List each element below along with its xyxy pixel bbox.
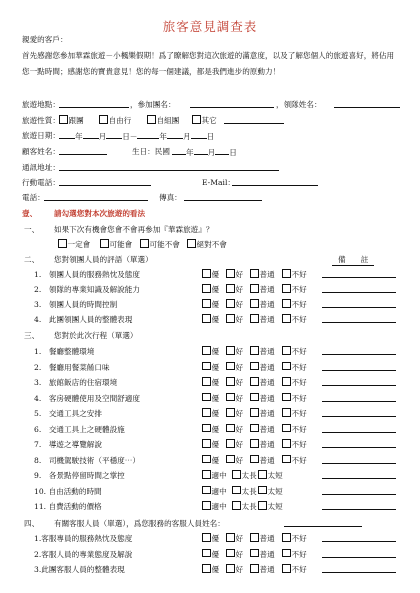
fax-field[interactable] <box>184 192 262 203</box>
remark-field[interactable] <box>322 314 396 325</box>
phone-label: 電話： <box>22 193 45 202</box>
checkbox-icon <box>282 299 291 308</box>
survey-item-label: 4. 客房硬體使用及空間舒適度 <box>34 393 140 403</box>
checkbox-icon <box>226 549 235 558</box>
rating-option[interactable]: 好 <box>226 408 243 419</box>
rating-option[interactable]: 優 <box>202 564 219 575</box>
rating-option[interactable]: 好 <box>226 533 243 544</box>
remark-field[interactable] <box>322 455 396 466</box>
checkbox-icon <box>250 533 259 542</box>
checkbox-icon <box>226 439 235 448</box>
rating-option[interactable]: 優 <box>202 549 219 560</box>
q1-opt-probably[interactable]: 可能會 <box>100 239 132 250</box>
birthday-field[interactable]: 年 月 日 <box>172 146 237 158</box>
rating-option[interactable]: 太長 <box>232 470 257 481</box>
rating-option[interactable]: 適中 <box>202 470 227 481</box>
rating-option[interactable]: 好 <box>226 424 243 435</box>
checkbox-icon <box>250 299 259 308</box>
survey-item-label: 3.此團客服人員的整體表現 <box>34 565 125 574</box>
rating-option[interactable]: 優 <box>202 314 219 325</box>
checkbox-icon <box>202 393 211 402</box>
q1-opt-definitely-not[interactable]: 絕對不會 <box>187 239 227 250</box>
checkbox-icon <box>147 115 156 124</box>
rating-option[interactable]: 好 <box>226 439 243 450</box>
group-field[interactable] <box>190 99 274 110</box>
leader-label: ，領隊姓名： <box>276 100 322 109</box>
remark-field[interactable] <box>322 470 396 481</box>
checkbox-icon <box>202 269 211 278</box>
remark-field[interactable] <box>322 408 396 419</box>
nature-opt-self-group[interactable]: 自組團 <box>147 115 179 126</box>
nature-opt-other[interactable]: 其它 <box>192 115 217 126</box>
rating-option[interactable]: 不好 <box>282 439 307 450</box>
rating-option[interactable]: 普通 <box>250 314 275 325</box>
nature-label: 旅遊性質： <box>22 116 60 125</box>
remark-field[interactable] <box>322 346 396 357</box>
name-label: 顧客姓名： <box>22 147 60 156</box>
checkbox-icon <box>282 346 291 355</box>
survey-item-label: 8. 司機駕駛技術（平穩度⋯） <box>34 455 140 465</box>
rating-option[interactable]: 不好 <box>282 564 307 575</box>
survey-item-label: 10. 自由活動的時間 <box>34 486 102 496</box>
checkbox-icon <box>202 408 211 417</box>
rating-option[interactable]: 普通 <box>250 533 275 544</box>
rating-option[interactable]: 普通 <box>250 424 275 435</box>
rating-option[interactable]: 好 <box>226 362 243 373</box>
survey-item-label: 7. 導遊之導覽解說 <box>34 440 102 449</box>
nature-opt-free[interactable]: 自由行 <box>99 115 131 126</box>
rating-option[interactable]: 普通 <box>250 439 275 450</box>
survey-item-label: 2.客服人員的專業態度及解說 <box>34 549 133 559</box>
checkbox-icon <box>202 439 211 448</box>
survey-item-label: 2. 領隊的專業知識及解說能力 <box>34 285 140 294</box>
checkbox-icon <box>250 455 259 464</box>
rating-option[interactable]: 好 <box>226 549 243 560</box>
rating-option[interactable]: 普通 <box>250 377 275 388</box>
checkbox-icon <box>202 564 211 573</box>
greeting: 親愛的客戶： <box>22 35 68 44</box>
rating-option[interactable]: 好 <box>226 284 243 295</box>
survey-item-label: 2. 餐廳用餐菜餚口味 <box>34 362 110 372</box>
checkbox-icon <box>202 299 211 308</box>
fax-label: 傳真： <box>159 193 182 202</box>
rating-option[interactable]: 優 <box>202 377 219 388</box>
survey-item-label: 1. 餐廳整體環境 <box>34 347 95 356</box>
page-title: 旅客意見調查表 <box>162 19 258 34</box>
survey-item-label: 3. 旅館飯店的住宿環境 <box>34 378 118 387</box>
survey-item-label: 5. 交通工具之安排 <box>34 409 102 418</box>
checkbox-icon <box>202 424 211 433</box>
rating-option[interactable]: 好 <box>226 564 243 575</box>
survey-page: 旅客意見調查表 親愛的客戶： 首先感謝您參加華霖旅遊－小楓樂假期！爲了瞭解您對這次旅遊的滿意度，以及了解您個人的旅遊喜好，將佔用您一點時間；感謝您的寶貴意見！您的每一個建議，都是我們進步的原動力！ 旅遊地點： ，參加團名： ，領隊姓名： 旅遊性質： 跟團 自由行 自組團 其它 旅遊日期： 年 月 日－ 年 月 日 顧客姓名： 生日：民國 年 月 日 通訊地址： 行動電話： E-Mail： 電話： 傳真： 壹、 請勾選您對本次旅遊的看法 一、 如果下次有機會您會不會再參加『華霖旅遊』？ 一定會 可能會 可能不會 絕對不會 二、 您對領團人員的評語（單選） 備 註 1. 領團人員的服務熱忱及態度 優 好 普通 不好 2. 領隊的專業知識及解說能力 優 好 普通 不好 3. 領團人員的時間控制 優 好 普通 不好 4. 此團領團人員的整體表現 優 好 普通 不好 三、 您對於此次行程（單選） 1. 餐廳整體環境 優 好 普通 不好 2. 餐廳用餐菜餚口味 優 好 普通 不好 3. 旅館飯店的住宿環境 優 好 普通 不好 4. 客房硬體使用及空間舒適度 優 好 普通 不好 5. 交通工具之安排 優 好 普通 不好 6. 交通工具上之硬體設施 優 好 普通 不好 7. 導遊之導覽解說 優 好 普通 不好 8. 司機駕駛技術（平穩度⋯） 優 好 普通 不好 9. 各景點停留時間之掌控 適中 太長 太短 10. 自由活動的時間 適中 太長 太短 11. 自費活動的價格 適中 太長 太短 四、 有關客服人員（單選），爲您服務的客服人員姓名： 1.客服專員的服務熱忱及態度 優 好 普通 不好 2.客服人員的專業態度及解說 優 好 普通 不好 3.此團客服人員的整體表現 優 好 普通 不好 <box>0 0 420 593</box>
survey-item-label: 6. 交通工具上之硬體設施 <box>34 424 125 434</box>
checkbox-icon <box>282 408 291 417</box>
rating-option[interactable]: 不好 <box>282 269 307 280</box>
checkbox-icon <box>202 346 211 355</box>
checkbox-icon <box>282 564 291 573</box>
rating-option[interactable]: 不好 <box>282 549 307 560</box>
checkbox-icon <box>202 362 211 371</box>
checkbox-icon <box>282 314 291 323</box>
remark-field[interactable] <box>322 533 396 544</box>
checkbox-icon <box>202 377 211 386</box>
remark-field[interactable] <box>322 284 396 295</box>
intro-paragraph: 首先感謝您參加華霖旅遊－小楓樂假期！爲了瞭解您對這次旅遊的滿意度，以及了解您個人的旅遊喜好，將佔用您一點時間；感謝您的寶貴意見！您的每一個建議，都是我們進步的原動力！ <box>22 51 395 76</box>
checkbox-icon <box>250 284 259 293</box>
date-label: 旅遊日期： <box>22 131 60 140</box>
q1-opt-probably-not[interactable]: 可能不會 <box>140 239 180 250</box>
birthday-label: 生日：民國 <box>132 147 170 156</box>
checkbox-icon <box>226 393 235 402</box>
checkbox-icon <box>59 115 68 124</box>
checkbox-icon <box>282 549 291 558</box>
checkbox-icon <box>226 362 235 371</box>
checkbox-icon <box>282 533 291 542</box>
checkbox-icon <box>226 455 235 464</box>
checkbox-icon <box>226 408 235 417</box>
rating-option[interactable]: 普通 <box>250 408 275 419</box>
rating-option[interactable]: 不好 <box>282 314 307 325</box>
checkbox-icon <box>250 408 259 417</box>
mobile-field[interactable] <box>59 177 151 188</box>
remark-field[interactable] <box>322 549 396 560</box>
remark-field[interactable] <box>322 501 396 512</box>
checkbox-icon <box>226 424 235 433</box>
phone-field[interactable] <box>44 192 148 203</box>
rating-option[interactable]: 普通 <box>250 269 275 280</box>
survey-item-label: 9. 各景點停留時間之掌控 <box>34 471 125 480</box>
rating-option[interactable]: 太短 <box>258 486 283 497</box>
rating-option[interactable]: 太短 <box>258 501 283 512</box>
checkbox-icon <box>250 346 259 355</box>
checkbox-icon <box>250 362 259 371</box>
remark-field[interactable] <box>322 486 396 497</box>
checkbox-icon <box>202 549 211 558</box>
rating-option[interactable]: 優 <box>202 408 219 419</box>
place-label: 旅遊地點： <box>22 100 60 109</box>
remark-field[interactable] <box>322 269 396 280</box>
checkbox-icon <box>226 564 235 573</box>
checkbox-icon <box>202 470 211 479</box>
rating-option[interactable]: 優 <box>202 284 219 295</box>
checkbox-icon <box>140 239 149 248</box>
checkbox-icon <box>226 269 235 278</box>
rating-option[interactable]: 優 <box>202 269 219 280</box>
checkbox-icon <box>250 269 259 278</box>
checkbox-icon <box>226 346 235 355</box>
email-label: E-Mail： <box>202 178 236 187</box>
rating-option[interactable]: 普通 <box>250 455 275 466</box>
checkbox-icon <box>258 501 267 510</box>
checkbox-icon <box>226 299 235 308</box>
address-field[interactable] <box>59 162 279 173</box>
rating-option[interactable]: 適中 <box>202 486 227 497</box>
rating-option[interactable]: 不好 <box>282 533 307 544</box>
survey-item-label: 4. 此團領團人員的整體表現 <box>34 315 133 324</box>
rating-option[interactable]: 不好 <box>282 284 307 295</box>
checkbox-icon <box>258 486 267 495</box>
checkbox-icon <box>100 239 109 248</box>
rating-option[interactable]: 太長 <box>232 486 257 497</box>
remark-field[interactable] <box>322 362 396 373</box>
checkbox-icon <box>202 501 211 510</box>
rating-option[interactable]: 不好 <box>282 299 307 310</box>
remark-field[interactable] <box>322 424 396 435</box>
survey-item-label: 1.客服專員的服務熱忱及態度 <box>34 534 133 543</box>
checkbox-icon <box>250 314 259 323</box>
checkbox-icon <box>250 564 259 573</box>
checkbox-icon <box>282 362 291 371</box>
rating-option[interactable]: 優 <box>202 362 219 373</box>
checkbox-icon <box>250 549 259 558</box>
checkbox-icon <box>192 115 201 124</box>
nature-opt-group-tour[interactable]: 跟團 <box>59 115 84 126</box>
checkbox-icon <box>202 284 211 293</box>
checkbox-icon <box>282 284 291 293</box>
checkbox-icon <box>282 393 291 402</box>
checkbox-icon <box>226 284 235 293</box>
checkbox-icon <box>282 439 291 448</box>
checkbox-icon <box>187 239 196 248</box>
rating-option[interactable]: 太長 <box>232 501 257 512</box>
rating-option[interactable]: 優 <box>202 439 219 450</box>
address-label: 通訊地址： <box>22 163 60 172</box>
rating-option[interactable]: 普通 <box>250 362 275 373</box>
rating-option[interactable]: 不好 <box>282 424 307 435</box>
checkbox-icon <box>250 439 259 448</box>
checkbox-icon <box>250 377 259 386</box>
checkbox-icon <box>202 486 211 495</box>
survey-item-label: 3. 領團人員的時間控制 <box>34 300 118 309</box>
leader-field[interactable] <box>334 99 400 110</box>
rating-option[interactable]: 適中 <box>202 501 227 512</box>
checkbox-icon <box>232 470 241 479</box>
rating-option[interactable]: 好 <box>226 455 243 466</box>
rating-option[interactable]: 好 <box>226 346 243 357</box>
mobile-label: 行動電話： <box>22 178 60 187</box>
rating-option[interactable]: 優 <box>202 455 219 466</box>
rating-option[interactable]: 不好 <box>282 408 307 419</box>
email-field[interactable] <box>232 177 318 188</box>
rating-option[interactable]: 不好 <box>282 455 307 466</box>
checkbox-icon <box>226 533 235 542</box>
remark-header: 備 註 <box>332 254 374 266</box>
checkbox-icon <box>226 314 235 323</box>
rating-option[interactable]: 普通 <box>250 549 275 560</box>
rating-option[interactable]: 普通 <box>250 393 275 404</box>
checkbox-icon <box>232 501 241 510</box>
rating-option[interactable]: 優 <box>202 533 219 544</box>
rating-option[interactable]: 不好 <box>282 377 307 388</box>
rating-option[interactable]: 優 <box>202 424 219 435</box>
rating-option[interactable]: 好 <box>226 314 243 325</box>
checkbox-icon <box>258 470 267 479</box>
remark-field[interactable] <box>322 439 396 450</box>
remark-field[interactable] <box>322 564 396 575</box>
checkbox-icon <box>202 533 211 542</box>
rating-option[interactable]: 好 <box>226 269 243 280</box>
rating-option[interactable]: 普通 <box>250 564 275 575</box>
rating-option[interactable]: 好 <box>226 393 243 404</box>
rating-option[interactable]: 普通 <box>250 284 275 295</box>
checkbox-icon <box>282 377 291 386</box>
checkbox-icon <box>202 455 211 464</box>
rating-option[interactable]: 好 <box>226 377 243 388</box>
remark-field[interactable] <box>322 377 396 388</box>
checkbox-icon <box>250 393 259 402</box>
checkbox-icon <box>226 377 235 386</box>
rating-option[interactable]: 好 <box>226 299 243 310</box>
survey-item-label: 1. 領團人員的服務熱忱及態度 <box>34 270 140 279</box>
place-field[interactable] <box>59 99 129 110</box>
nature-other-field[interactable] <box>224 115 284 126</box>
remark-field[interactable] <box>322 299 396 310</box>
rating-option[interactable]: 普通 <box>250 346 275 357</box>
q1-opt-definitely[interactable]: 一定會 <box>58 239 90 250</box>
checkbox-icon <box>232 486 241 495</box>
rating-option[interactable]: 不好 <box>282 362 307 373</box>
checkbox-icon <box>282 424 291 433</box>
rating-option[interactable]: 不好 <box>282 346 307 357</box>
checkbox-icon <box>250 424 259 433</box>
rating-option[interactable]: 優 <box>202 346 219 357</box>
name-field[interactable] <box>59 146 107 157</box>
checkbox-icon <box>99 115 108 124</box>
rating-option[interactable]: 普通 <box>250 299 275 310</box>
date-field[interactable]: 年 月 日－ 年 月 日 <box>59 130 214 142</box>
remark-field[interactable] <box>322 393 396 404</box>
rating-option[interactable]: 不好 <box>282 393 307 404</box>
survey-item-label: 11. 自費活動的價格 <box>34 502 102 511</box>
group-label: ，參加團名： <box>130 100 176 109</box>
rating-option[interactable]: 太短 <box>258 470 283 481</box>
service-staff-name-field[interactable] <box>284 518 362 529</box>
checkbox-icon <box>202 314 211 323</box>
rating-option[interactable]: 優 <box>202 299 219 310</box>
checkbox-icon <box>282 455 291 464</box>
checkbox-icon <box>282 269 291 278</box>
checkbox-icon <box>58 239 67 248</box>
rating-option[interactable]: 優 <box>202 393 219 404</box>
